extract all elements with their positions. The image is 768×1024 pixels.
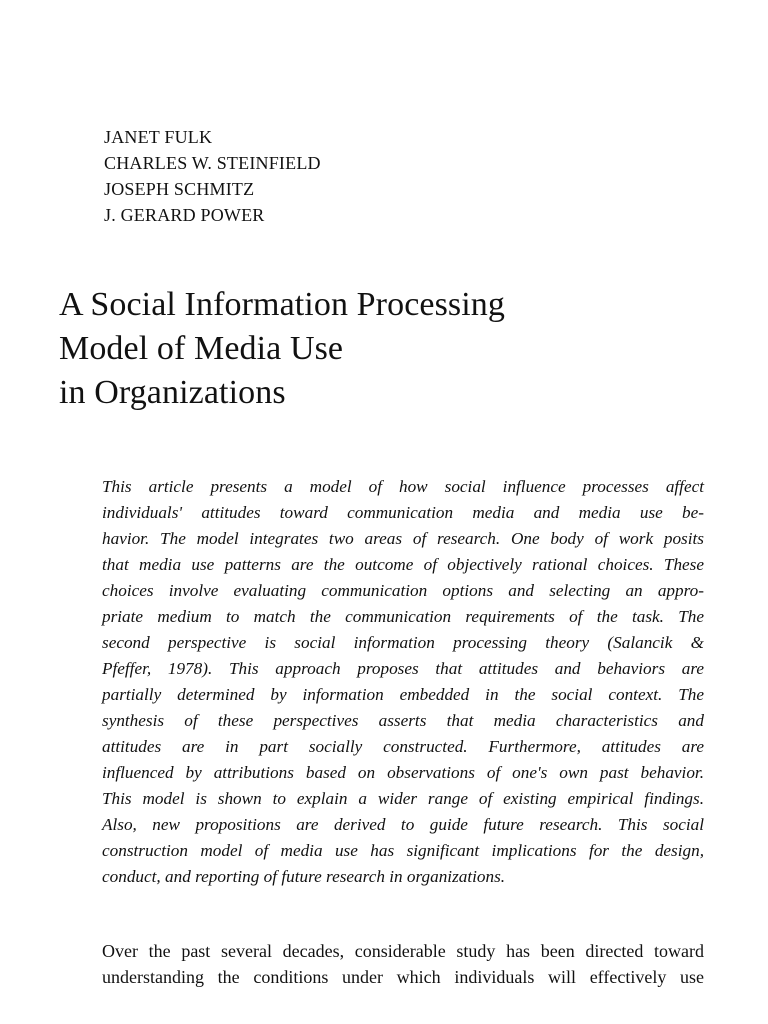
abstract-line: This article presents a model of how social influence processes affect	[102, 477, 704, 496]
abstract-line: construction model of media use has significant implications for the design,	[102, 841, 704, 860]
abstract-line: individuals' attitudes toward communication media and media use be-	[102, 503, 704, 522]
abstract-line: synthesis of these perspectives asserts that media characteristics and	[102, 711, 704, 730]
author-list	[104, 124, 524, 228]
author-name: CHARLES W. STEINFIELD	[104, 153, 321, 173]
title-line: Model of Media Use	[59, 330, 344, 367]
abstract-line: that media use patterns are the outcome of objectively rational choices. These	[102, 555, 704, 574]
title-line: A Social Information Processing	[59, 286, 505, 323]
abstract	[102, 474, 704, 890]
abstract-line: partially determined by information embedded in the social context. The	[102, 685, 704, 704]
body-line: Over the past several decades, considerable study has been directed toward	[102, 941, 704, 961]
author-name: JANET FULK	[104, 127, 213, 147]
abstract-line: havior. The model integrates two areas of research. One body of work posits	[102, 529, 704, 548]
body-paragraph	[102, 938, 704, 990]
author-name: J. GERARD POWER	[104, 205, 265, 225]
body-line: understanding the conditions under which individuals will effectively use	[102, 967, 704, 987]
abstract-line: This model is shown to explain a wider range of existing empirical findings.	[102, 789, 704, 808]
abstract-line: second perspective is social information processing theory (Salancik &	[102, 633, 704, 652]
abstract-line: priate medium to match the communication requirements of the task. The	[102, 607, 704, 626]
abstract-line: Also, new propositions are derived to guide future research. This social	[102, 815, 704, 834]
abstract-line: influenced by attributions based on observations of one's own past behavior.	[102, 763, 704, 782]
article-title	[59, 283, 709, 415]
abstract-line: attitudes are in part socially constructed. Furthermore, attitudes are	[102, 737, 704, 756]
title-line: in Organizations	[59, 374, 286, 411]
abstract-line: Pfeffer, 1978). This approach proposes that attitudes and behaviors are	[102, 659, 704, 678]
abstract-line: choices involve evaluating communication options and selecting an appro-	[102, 581, 704, 600]
abstract-line: conduct, and reporting of future research in organizations.	[102, 867, 506, 886]
author-name: JOSEPH SCHMITZ	[104, 179, 255, 199]
